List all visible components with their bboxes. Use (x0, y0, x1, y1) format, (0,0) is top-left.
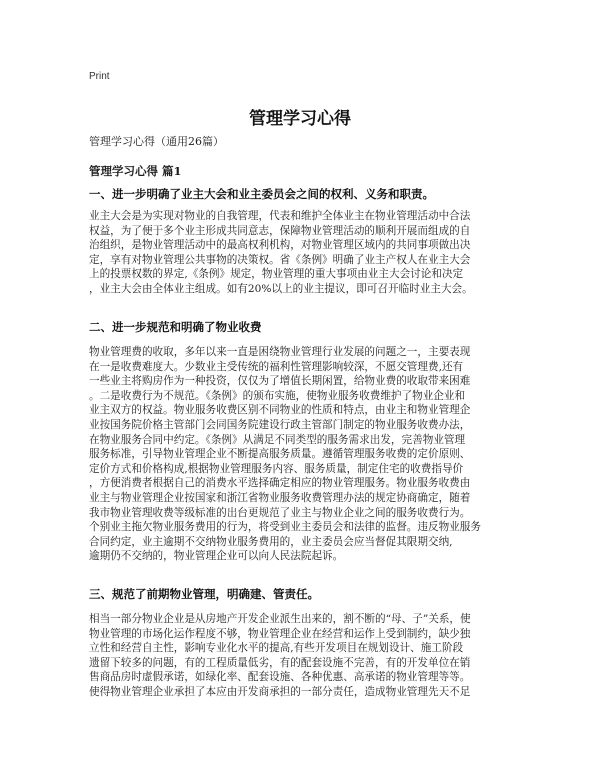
text-line: ，业主大会由全体业主组成。如有20%以上的业主提议，即可召开临时业主大会。 (89, 282, 473, 295)
heading-2: 二、进一步规范和明确了物业收费 (89, 320, 262, 334)
heading-3: 三、规范了前期物业管理，明确建、管责任。 (89, 587, 319, 601)
section-title: 管理学习心得 篇1 (89, 164, 182, 178)
paragraph-3 (89, 612, 514, 700)
text-line: 权益，为了便于多个业主形成共同意志，保障物业管理活动的顺利开展而组成的自 (89, 224, 471, 237)
text-line: 遗留下较多的问题，有的工程质量低劣，有的配套设施不完善，有的开发单位在销 (89, 656, 471, 669)
text-line: 物业管理费的收取，多年以来一直是困绕物业管理行业发展的问题之一，主要表现 (89, 346, 471, 358)
text-line: 定价方式和价格构成,根据物业管理服务内容、服务质量，制定住宅的收费指导价 (89, 462, 464, 475)
text-line: 业主与物业管理企业按国家和浙江省物业服务收费管理办法的规定协商确定，随着 (89, 491, 471, 504)
text-line: 物业管理的市场化运作程度不够，物业管理企业在经营和运作上受到制约，缺少独 (89, 627, 471, 640)
text-line: 相当一部分物业企业是从房地产开发企业派生出来的，割不断的“母、子”关系，使 (89, 613, 471, 625)
text-line: 一些业主将购房作为一种投资，仅仅为了增值长期闲置，给物业费的收取带来困难 (89, 375, 471, 388)
paragraph-1 (89, 209, 514, 297)
text-line: 立性和经营自主性，影响专业化水平的提高,有些开发项目在规划设计、施工阶段 (89, 642, 464, 655)
text-line: 业主大会是为实现对物业的自我管理，代表和维护全体业主在物业管理活动中合法 (89, 210, 471, 222)
text-line: 上的投票权数的界定,《条例》规定，物业管理的重大事项由业主大会讨论和决定 (89, 268, 464, 281)
document-subtitle: 管理学习心得（通用26篇） (89, 135, 224, 148)
text-line: 定，享有对物业管理公共事物的决策权。省《条例》明确了业主产权人在业主大会 (89, 253, 471, 266)
paragraph-2 (89, 345, 514, 564)
text-line: 合同约定，业主逾期不交纳物业服务费用的，业主委员会应当督促其限期交纳, (89, 535, 453, 548)
text-line: 使得物业管理企业承担了本应由开发商承担的一部分责任，造成物业管理先天不足 (89, 685, 471, 698)
text-line: 业按国务院价格主管部门会同国务院建设行政主管部门制定的物业服务收费办法， (89, 418, 471, 431)
print-link[interactable]: Print (89, 71, 110, 82)
text-line: 服务标准，引导物业管理企业不断提高服务质量。遵循管理服务收费的定价原则、 (89, 448, 471, 461)
text-line: 治组织，是物业管理活动中的最高权利机构，对物业管理区域内的共同事项做出决 (89, 239, 471, 252)
text-line: 业主双方的权益。物业服务收费区别不同物业的性质和特点，由业主和物业管理企 (89, 404, 471, 417)
heading-1: 一、进一步明确了业主大会和业主委员会之间的权利、义务和职责。 (89, 187, 434, 201)
text-line: 在物业服务合同中约定。《条例》从满足不同类型的服务需求出发，完善物业管理 (89, 433, 466, 446)
text-line: 。二是收费行为不规范。《条例》的颁布实施，使物业服务收费维护了物业企业和 (89, 389, 466, 402)
text-line: 个别业主拖欠物业服务费用的行为，将受到业主委员会和法律的监督。违反物业服务 (89, 521, 481, 534)
text-line: ，方便消费者根据自己的消费水平选择确定相应的物业管理服务。物业服务收费由 (89, 477, 471, 490)
text-line: 在一是收费难度大。少数业主受传统的福利性管理影响较深，不愿交管理费,还有 (89, 360, 464, 373)
text-line: 逾期仍不交纳的，物业管理企业可以向人民法院起诉。 (89, 550, 344, 563)
text-line: 售商品房时虚假承诺，如绿化率、配套设施、各种优惠、高承诺的物业管理等等。 (89, 671, 471, 684)
page-title: 管理学习心得 (249, 109, 351, 129)
text-line: 我市物业管理收费等级标准的出台更规范了业主与物业企业之间的服务收费行为。 (89, 506, 471, 519)
